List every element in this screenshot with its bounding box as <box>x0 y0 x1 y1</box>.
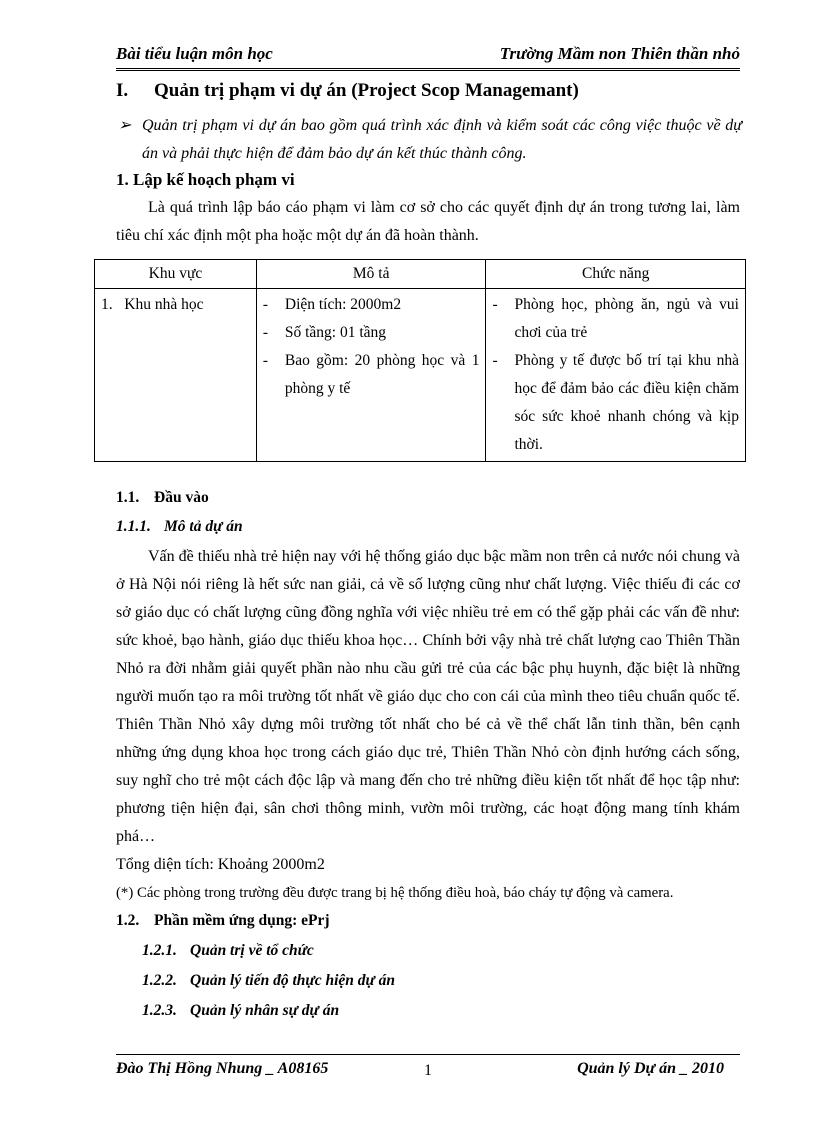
header-right: Trường Mầm non Thiên thần nhỏ <box>499 44 740 63</box>
intro-bullet-text: Quản trị phạm vi dự án bao gồm quá trình xác định và kiểm soát các công việc thuộc về dự án và phải thực hiện để đảm bảo dự án kết thúc thành công. <box>142 117 742 162</box>
scope-table <box>94 259 746 462</box>
section-title-text: Quản trị phạm vi dự án (Project Scop Managemant) <box>154 80 579 101</box>
subsection-title: 1. Lập kế hoạch phạm vi <box>116 170 295 189</box>
footer-divider <box>116 1054 740 1055</box>
section-title <box>116 80 579 102</box>
list-item: - Bao gồm: 20 phòng học và 1 phòng y tế <box>262 352 480 397</box>
page-number: 1 <box>424 1062 432 1079</box>
table-header-cell: Mô tả <box>256 260 486 289</box>
description-cell <box>256 289 486 462</box>
list-item: - Số tầng: 01 tầng <box>262 324 387 341</box>
total-area: Tổng diện tích: Khoảng 2000m2 <box>116 856 325 873</box>
table-header-row <box>95 260 746 289</box>
footer-author: Đào Thị Hồng Nhung _ A08165 <box>116 1060 329 1077</box>
footer-course: Quản lý Dự án _ 2010 <box>577 1060 724 1077</box>
software-item: 1.2.3. Quản lý nhân sự dự án <box>142 1002 340 1019</box>
project-description: Vấn đề thiếu nhà trẻ hiện nay với hệ thống giáo dục bậc mầm non trên cả nước nói chung và ở Hà Nội nói riêng là hết sức nan giải, cả về số lượng cũng như chất lượng. Việc thiếu đi các cơ sở giáo dục có chất lượng cũng đồng nghĩa với việc nhiều trẻ em có thể gặp phải các vấn đề như: sức khoẻ, bạo hành, giáo dục thiếu khoa học… Chính bởi vậy nhà trẻ chất lượng cao Thiên Thần Nhỏ ra đời nhằm giải quyết phần nào nhu cầu gửi trẻ của các bậc phụ huynh, đặc biệt là những người muốn tạo ra môi trường tốt nhất về giáo dục cho con cái của mình theo tiêu chuẩn quốc tế. Thiên Thần Nhỏ xây dựng môi trường tốt nhất cho bé cả về thể chất lẫn tinh thần, bên cạnh những ứng dụng khoa học trong cách giáo dục trẻ, Thiên Thần Nhỏ còn định hướng cách sống, suy nghĩ cho trẻ một cách độc lập và mang đến cho trẻ những điều kiện tốt nhất để học tập như: phương tiện hiện đại, sân chơi thông minh, vườn môi trường, các hoạt động mang tính khám phá… <box>116 548 740 845</box>
input-subheading: 1.1.1. Mô tả dự án <box>116 518 243 535</box>
list-item: - Phòng học, phòng ăn, ngủ và vui chơi của trẻ <box>492 296 739 341</box>
equipment-note: (*) Các phòng trong trường đều được trang bị hệ thống điều hoà, báo cháy tự động và camera. <box>116 885 674 901</box>
software-item: 1.2.1. Quản trị về tổ chức <box>142 942 314 959</box>
section-number: I. <box>116 80 129 101</box>
list-item: - Diện tích: 2000m2 <box>262 296 402 313</box>
table-row <box>95 289 746 462</box>
area-cell: 1. Khu nhà học <box>95 289 257 462</box>
table-header-cell: Chức năng <box>486 260 746 289</box>
software-item: 1.2.2. Quản lý tiến độ thực hiện dự án <box>142 972 396 989</box>
subsection-paragraph: Là quá trình lập báo cáo phạm vi làm cơ sở cho các quyết định dự án trong tương lai, làm tiêu chí xác định một pha hoặc một dự án đã hoàn thành. <box>116 199 740 244</box>
header-divider <box>116 68 740 71</box>
table-header-cell: Khu vực <box>95 260 257 289</box>
list-item: - Phòng y tế được bố trí tại khu nhà học để đảm bảo các điều kiện chăm sóc sức khoẻ nhanh chóng và kịp thời. <box>492 352 739 453</box>
input-heading: 1.1. Đầu vào <box>116 489 209 506</box>
functions-cell <box>486 289 746 462</box>
header-left: Bài tiểu luận môn học <box>116 44 273 63</box>
arrow-bullet-icon: ➢ <box>118 117 132 134</box>
software-heading: 1.2. Phần mềm ứng dụng: ePrj <box>116 912 330 929</box>
intro-bullet <box>118 112 742 168</box>
